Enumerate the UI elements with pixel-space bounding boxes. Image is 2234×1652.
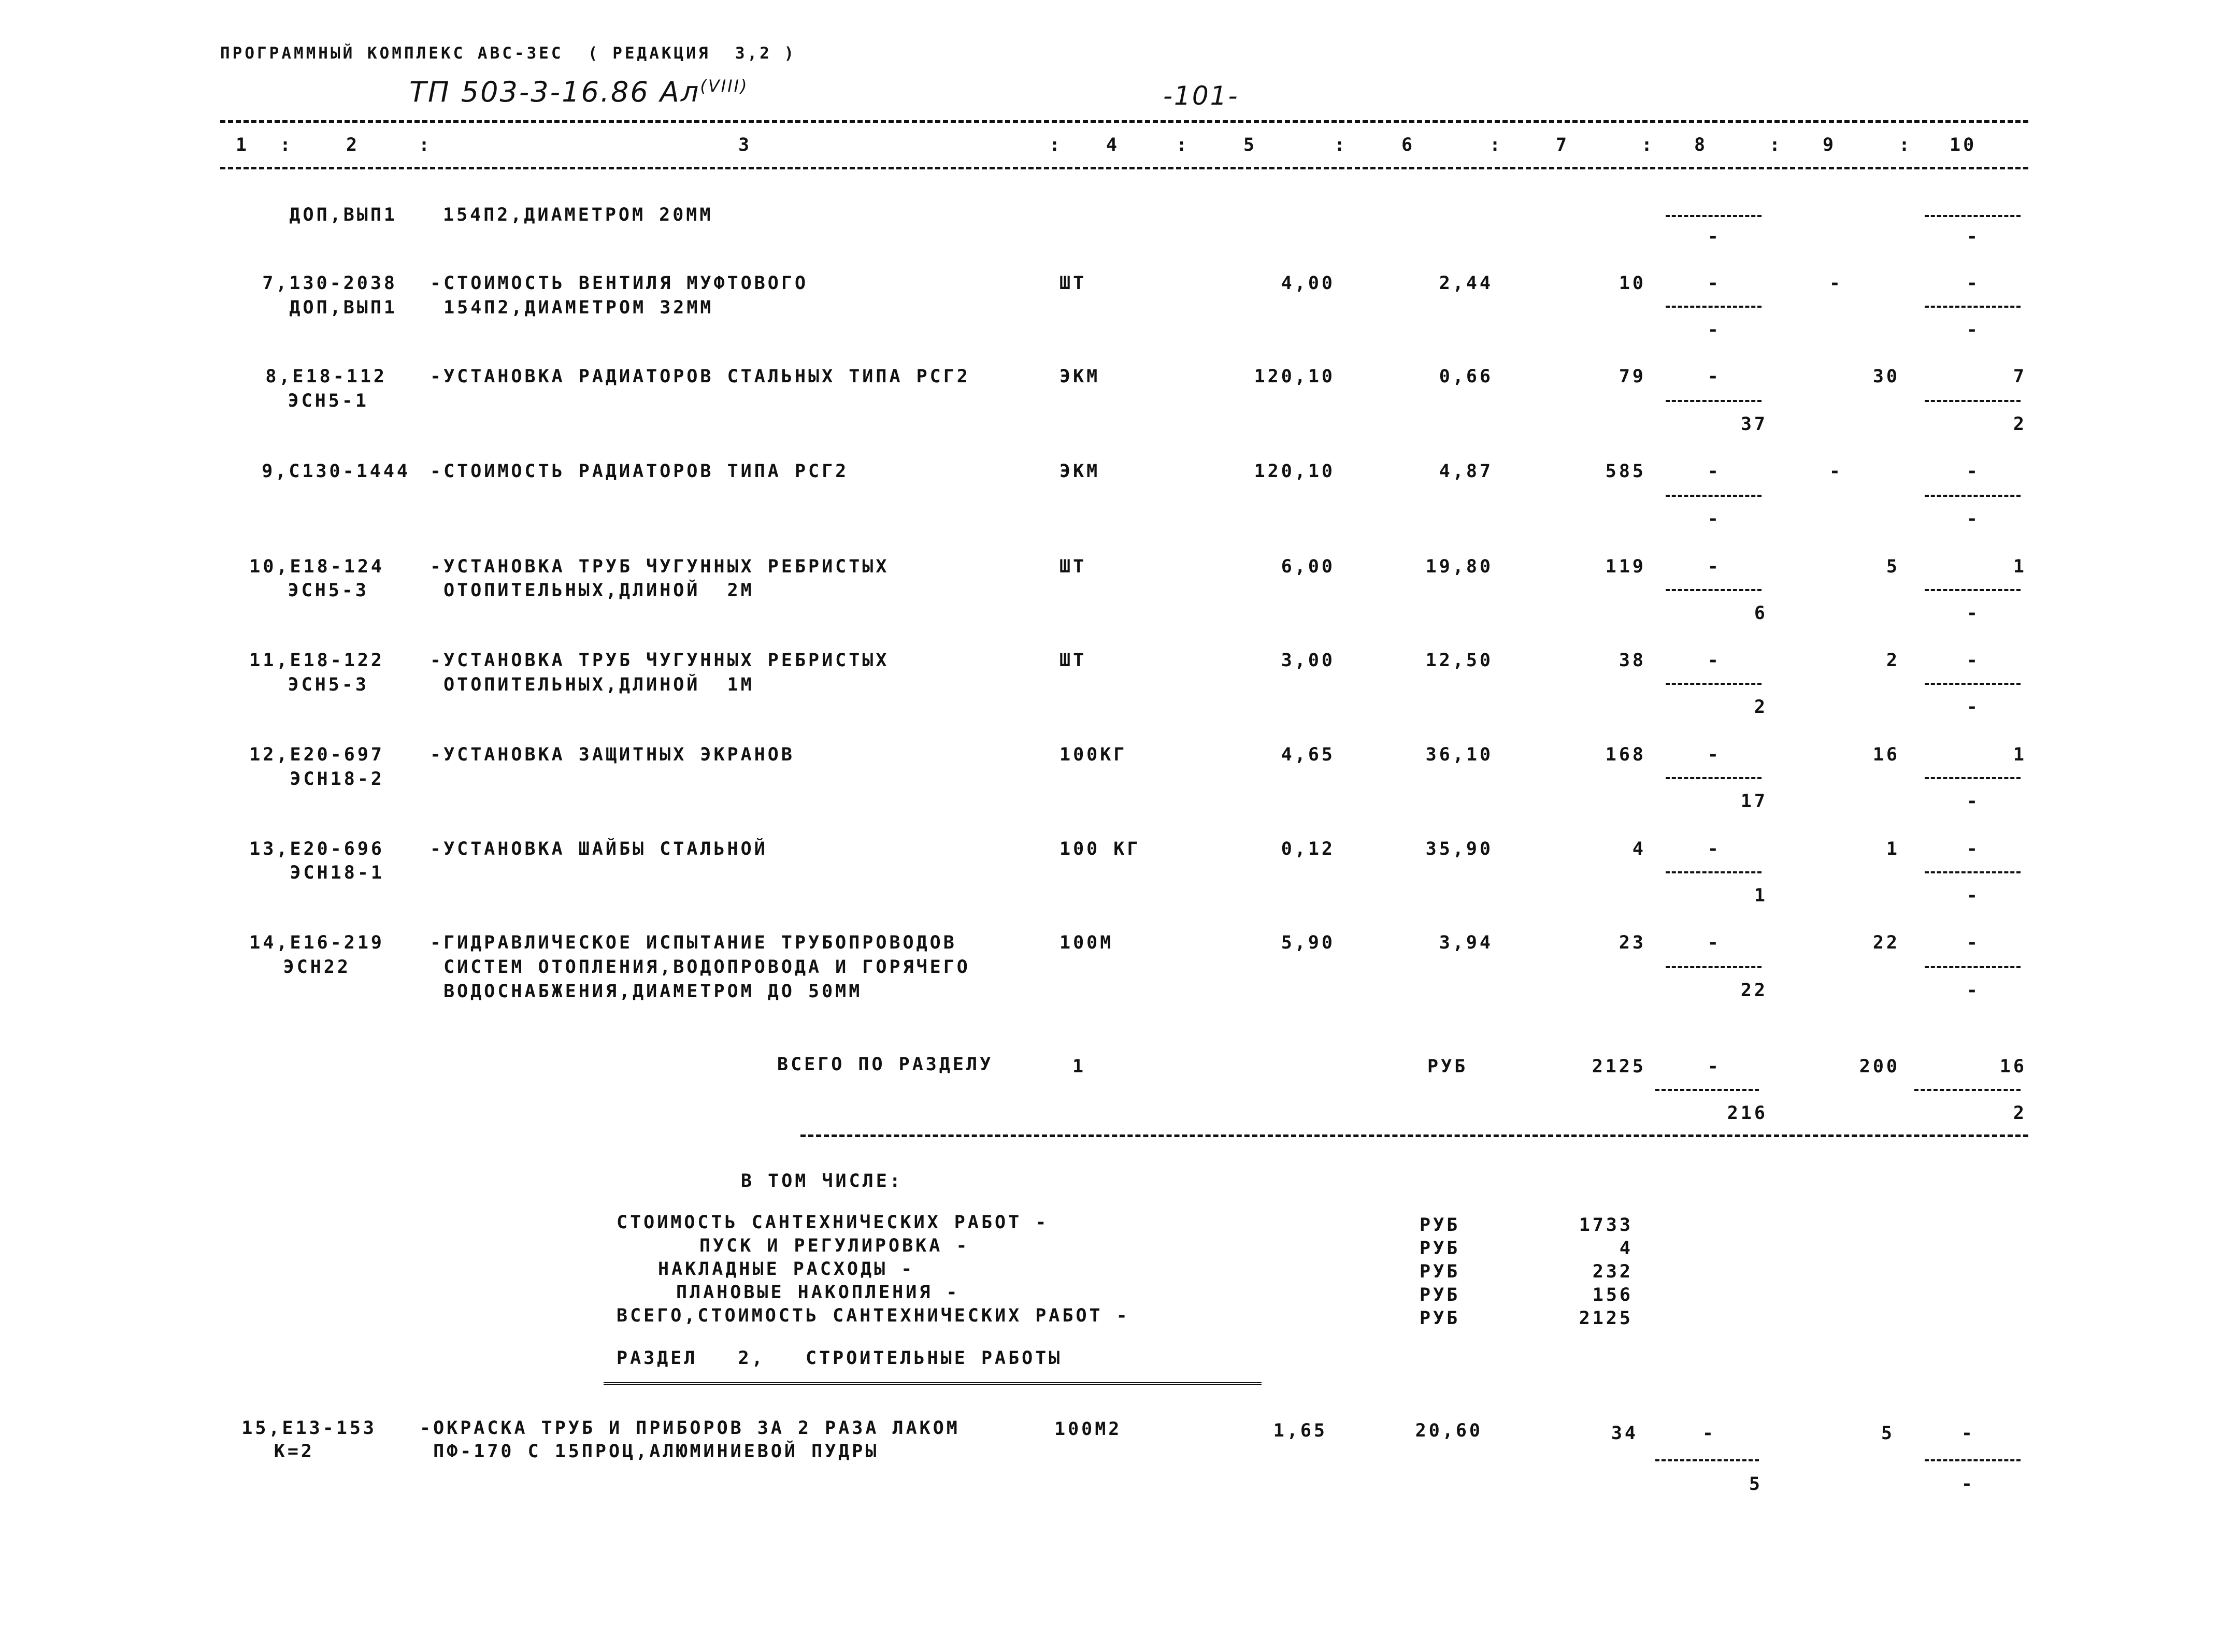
row-desc-line2: ОТОПИТЕЛЬНЫХ,ДЛИНОЙ 2М	[430, 580, 754, 601]
colnum-3: 3	[738, 135, 752, 155]
row-code-line2: ДОП,ВЫП1	[289, 205, 397, 225]
row-code-line1: 12,Е20-697	[249, 744, 384, 765]
including-item-value: 4	[1619, 1238, 1633, 1259]
row-unit-price: 2,44	[1439, 273, 1493, 294]
row-col8-top: -	[1707, 744, 1721, 765]
row-col10-bottom: -	[1961, 1474, 1975, 1495]
fraction-line	[1666, 683, 1762, 685]
row-quantity: 0,12	[1281, 839, 1335, 859]
fraction-line	[1925, 400, 2021, 402]
col-sep: :	[1899, 135, 1913, 155]
fraction-line	[1925, 306, 2021, 308]
section-total-rule	[800, 1134, 2028, 1137]
row-unit-price: 20,60	[1415, 1420, 1483, 1441]
row-col8-bottom: 2	[1754, 697, 1768, 717]
row-unit-price: 3,94	[1439, 932, 1493, 953]
including-item-unit: РУБ	[1420, 1215, 1460, 1236]
including-item-value: 1733	[1579, 1215, 1633, 1236]
row-col9: -	[1829, 273, 1843, 294]
row-code-line2: ЭСН5-1	[288, 391, 369, 411]
fraction-line	[1666, 871, 1762, 873]
row-code-line2: К=2	[274, 1441, 314, 1462]
row-col10-top: -	[1961, 1423, 1975, 1444]
row-unit-price: 36,10	[1425, 744, 1493, 765]
row-col8-top: -	[1707, 932, 1721, 953]
row-col10-top: -	[1966, 461, 1980, 482]
row-desc-line1: -ОКРАСКА ТРУБ И ПРИБОРОВ ЗА 2 РАЗА ЛАКОМ	[420, 1418, 960, 1439]
row-desc-line1: -ГИДРАВЛИЧЕСКОЕ ИСПЫТАНИЕ ТРУБОПРОВОДОВ	[430, 932, 957, 953]
row-desc-line1: 154П2,ДИАМЕТРОМ 20ММ	[443, 205, 713, 225]
row-total: 10	[1619, 273, 1646, 294]
row-quantity: 1,65	[1273, 1420, 1327, 1441]
row-unit-price: 12,50	[1425, 650, 1493, 671]
row-unit: 100КГ	[1059, 744, 1127, 765]
row-col10-bottom: 2	[2013, 414, 2027, 435]
row-total: 4	[1632, 839, 1646, 859]
including-item-unit: РУБ	[1420, 1238, 1460, 1259]
row-quantity: 6,00	[1281, 556, 1335, 577]
fraction-line	[1655, 1459, 1759, 1461]
row-total: 79	[1619, 366, 1646, 387]
including-item-label: НАКЛАДНЫЕ РАСХОДЫ -	[658, 1259, 915, 1280]
row-col10-top: 7	[2013, 366, 2027, 387]
row-col10-top: -	[1966, 839, 1980, 859]
fraction-line	[1666, 777, 1762, 779]
row-total: 34	[1611, 1423, 1638, 1444]
row-col10-bottom: -	[1966, 509, 1980, 529]
row-col9: 2	[1886, 650, 1900, 671]
row-code-line1: 15,Е13-153	[241, 1418, 377, 1439]
row-desc-line1: -УСТАНОВКА ЗАЩИТНЫХ ЭКРАНОВ	[430, 744, 795, 765]
colnum-6: 6	[1401, 135, 1415, 155]
including-heading: В ТОМ ЧИСЛЕ:	[741, 1171, 903, 1191]
fraction-line	[1666, 215, 1762, 217]
row-total: 168	[1605, 744, 1646, 765]
section-total-col9: 200	[1859, 1056, 1900, 1077]
row-code-line2: ЭСН5-3	[288, 580, 369, 601]
row-col10-top: 1	[2013, 556, 2027, 577]
fraction-line	[1925, 683, 2021, 685]
fraction-line	[1666, 589, 1762, 591]
row-col8-top: -	[1707, 273, 1721, 294]
row-unit: 100 КГ	[1059, 839, 1141, 859]
fraction-line	[1925, 777, 2021, 779]
row-code-line2: ЭСН5-3	[288, 674, 369, 695]
section-total-col10-bottom: 2	[2013, 1103, 2027, 1124]
row-col8-bottom: 17	[1740, 791, 1768, 812]
row-code-line1: 11,Е18-122	[249, 650, 384, 671]
row-col9: 5	[1881, 1423, 1895, 1444]
section-total-col8-top: -	[1707, 1056, 1721, 1077]
row-col9: 16	[1872, 744, 1900, 765]
row-total: 23	[1619, 932, 1646, 953]
row-unit-price: 4,87	[1439, 461, 1493, 482]
colnum-5: 5	[1243, 135, 1257, 155]
row-col9: 1	[1886, 839, 1900, 859]
row-unit: ЭКМ	[1059, 461, 1100, 482]
row-col10-top: -	[1966, 932, 1980, 953]
including-item-unit: РУБ	[1420, 1261, 1460, 1282]
section-total-col8-bottom: 216	[1727, 1103, 1768, 1124]
row-quantity: 3,00	[1281, 650, 1335, 671]
row-col9: 5	[1886, 556, 1900, 577]
row-col8-bottom: 5	[1749, 1474, 1763, 1495]
including-item-unit: РУБ	[1420, 1308, 1460, 1329]
row-col10-bottom: -	[1966, 226, 1980, 247]
section-total-amount: 2125	[1592, 1056, 1646, 1077]
row-unit-price: 0,66	[1439, 366, 1493, 387]
row-code-line1: 10,Е18-124	[249, 556, 384, 577]
fraction-line	[1666, 495, 1762, 497]
row-col10-bottom: -	[1966, 320, 1980, 340]
section2-title: РАЗДЕЛ 2, СТРОИТЕЛЬНЫЕ РАБОТЫ	[617, 1348, 1063, 1369]
colnum-10: 10	[1950, 135, 1977, 155]
row-quantity: 120,10	[1254, 366, 1335, 387]
row-col8-bottom: 37	[1740, 414, 1768, 435]
row-col8-top: -	[1707, 839, 1721, 859]
col-sep: :	[1641, 135, 1655, 155]
row-code-line2: ЭСН18-1	[290, 863, 384, 883]
row-col8-bottom: 1	[1754, 885, 1768, 906]
fraction-line	[1666, 966, 1762, 968]
row-desc-line3: ВОДОСНАБЖЕНИЯ,ДИАМЕТРОМ ДО 50ММ	[430, 981, 863, 1002]
including-item-value: 232	[1592, 1261, 1633, 1282]
including-item-unit: РУБ	[1420, 1285, 1460, 1305]
col-sep: :	[1334, 135, 1348, 155]
row-code-line1: 14,Е16-219	[249, 932, 384, 953]
fraction-line	[1925, 495, 2021, 497]
row-unit-price: 35,90	[1425, 839, 1493, 859]
row-desc-line1: -СТОИМОСТЬ РАДИАТОРОВ ТИПА РСГ2	[430, 461, 849, 482]
including-item-value: 156	[1592, 1285, 1633, 1305]
row-desc-line1: -УСТАНОВКА ТРУБ ЧУГУННЫХ РЕБРИСТЫХ	[430, 650, 890, 671]
fraction-line	[1666, 306, 1762, 308]
row-code-line2: ДОП,ВЫП1	[289, 297, 397, 318]
table-top-rule	[220, 120, 2028, 123]
col-sep: :	[419, 135, 433, 155]
program-header: ПРОГРАММНЫЙ КОМПЛЕКС АВС-3ЕС ( РЕДАКЦИЯ 3,2 )	[220, 44, 797, 63]
row-unit-price: 19,80	[1425, 556, 1493, 577]
section2-underline	[604, 1382, 1262, 1385]
document-code-main: ТП 503-3-16.86 Ал	[409, 76, 700, 108]
row-col10-bottom: -	[1966, 697, 1980, 717]
fraction-line	[1925, 215, 2021, 217]
row-desc-line2: СИСТЕМ ОТОПЛЕНИЯ,ВОДОПРОВОДА И ГОРЯЧЕГО	[430, 957, 970, 978]
row-total: 119	[1605, 556, 1646, 577]
section-total-unit: РУБ	[1427, 1056, 1468, 1077]
including-item-label: ПЛАНОВЫЕ НАКОПЛЕНИЯ -	[676, 1282, 960, 1303]
row-col8-bottom: -	[1707, 226, 1721, 247]
row-col8-bottom: -	[1707, 509, 1721, 529]
colnum-7: 7	[1556, 135, 1570, 155]
row-col9: 22	[1872, 932, 1900, 953]
col-sep: :	[1176, 135, 1190, 155]
colnum-1: 1	[236, 135, 250, 155]
document-code	[409, 78, 749, 106]
col-sep: :	[1049, 135, 1063, 155]
colnum-4: 4	[1106, 135, 1120, 155]
row-desc-line2: 154П2,ДИАМЕТРОМ 32ММ	[430, 297, 714, 318]
row-unit: 100М2	[1054, 1419, 1122, 1440]
row-col8-top: -	[1702, 1423, 1716, 1444]
fraction-line	[1914, 1089, 2021, 1091]
row-desc-line2: ОТОПИТЕЛЬНЫХ,ДЛИНОЙ 1М	[430, 674, 754, 695]
row-total: 38	[1619, 650, 1646, 671]
row-quantity: 5,90	[1281, 932, 1335, 953]
row-col10-top: 1	[2013, 744, 2027, 765]
colnum-9: 9	[1823, 135, 1837, 155]
row-desc-line1: -СТОИМОСТЬ ВЕНТИЛЯ МУФТОВОГО	[430, 273, 809, 294]
col-sep: :	[1490, 135, 1503, 155]
section-total-n: 1	[1072, 1056, 1086, 1077]
fraction-line	[1655, 1089, 1759, 1091]
row-code-line2: ЭСН22	[283, 957, 351, 978]
row-col9: 30	[1872, 366, 1900, 387]
row-total: 585	[1605, 461, 1646, 482]
fraction-line	[1925, 966, 2021, 968]
row-desc-line1: -УСТАНОВКА ТРУБ ЧУГУННЫХ РЕБРИСТЫХ	[430, 556, 890, 577]
row-col8-bottom: 22	[1740, 980, 1768, 1001]
row-col9: -	[1829, 461, 1843, 482]
fraction-line	[1666, 400, 1762, 402]
including-item-label: СТОИМОСТЬ САНТЕХНИЧЕСКИХ РАБОТ -	[617, 1212, 1049, 1233]
row-desc-line1: -УСТАНОВКА ШАЙБЫ СТАЛЬНОЙ	[430, 839, 768, 859]
row-col8-top: -	[1707, 366, 1721, 387]
col-sep: :	[280, 135, 294, 155]
row-code-line1: 9,С130-1444	[262, 461, 410, 482]
including-item-label: ПУСК И РЕГУЛИРОВКА -	[699, 1236, 970, 1256]
row-unit: ЭКМ	[1059, 366, 1100, 387]
row-col10-bottom: -	[1966, 603, 1980, 624]
table-header-rule	[220, 167, 2028, 169]
row-quantity: 4,00	[1281, 273, 1335, 294]
row-code-line1: 13,Е20-696	[249, 839, 384, 859]
row-unit: 100М	[1059, 932, 1114, 953]
row-desc-line1: -УСТАНОВКА РАДИАТОРОВ СТАЛЬНЫХ ТИПА РСГ2	[430, 366, 970, 387]
row-quantity: 4,65	[1281, 744, 1335, 765]
section-total-col10-top: 16	[1999, 1056, 2027, 1077]
fraction-line	[1925, 1459, 2021, 1461]
row-col10-top: -	[1966, 273, 1980, 294]
row-desc-line2: ПФ-170 С 15ПРОЦ,АЛЮМИНИЕВОЙ ПУДРЫ	[420, 1441, 879, 1462]
fraction-line	[1925, 589, 2021, 591]
page-number: -101-	[1163, 81, 1239, 111]
row-quantity: 120,10	[1254, 461, 1335, 482]
row-col8-bottom: 6	[1754, 603, 1768, 624]
row-col8-top: -	[1707, 461, 1721, 482]
row-unit: ШТ	[1059, 273, 1087, 294]
section-total-label: ВСЕГО ПО РАЗДЕЛУ	[777, 1054, 994, 1075]
including-item-value: 2125	[1579, 1308, 1633, 1329]
document-code-suffix: (VIII)	[700, 76, 749, 96]
row-col10-bottom: -	[1966, 980, 1980, 1001]
including-item-label: ВСЕГО,СТОИМОСТЬ САНТЕХНИЧЕСКИХ РАБОТ -	[617, 1305, 1130, 1326]
row-col8-top: -	[1707, 556, 1721, 577]
row-code-line1: 7,130-2038	[262, 273, 397, 294]
row-unit: ШТ	[1059, 556, 1087, 577]
row-code-line1: 8,Е18-112	[265, 366, 387, 387]
col-sep: :	[1769, 135, 1783, 155]
row-col10-top: -	[1966, 650, 1980, 671]
row-col10-bottom: -	[1966, 791, 1980, 812]
fraction-line	[1925, 871, 2021, 873]
row-col8-top: -	[1707, 650, 1721, 671]
row-col8-bottom: -	[1707, 320, 1721, 340]
row-unit: ШТ	[1059, 650, 1087, 671]
colnum-8: 8	[1694, 135, 1708, 155]
row-code-line2: ЭСН18-2	[290, 769, 384, 789]
row-col10-bottom: -	[1966, 885, 1980, 906]
colnum-2: 2	[346, 135, 360, 155]
